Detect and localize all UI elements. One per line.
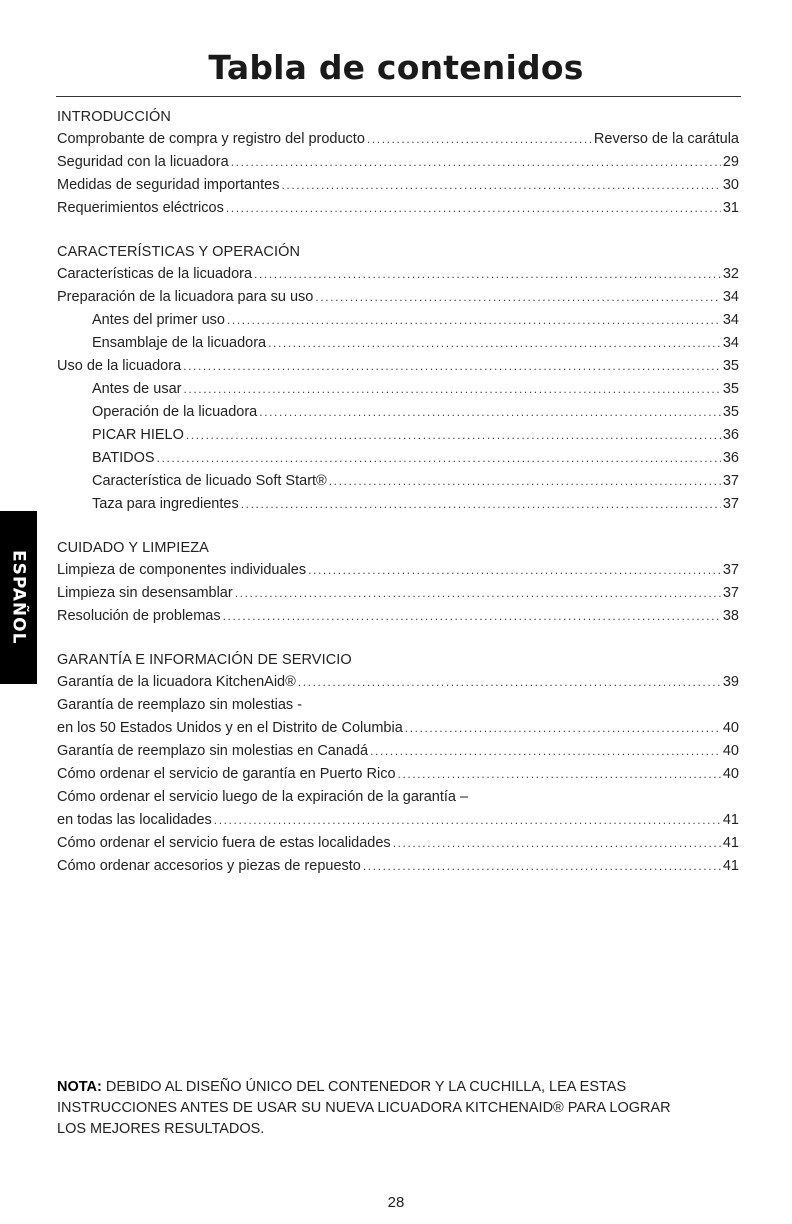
toc-entry-label: en todas las localidades [57, 812, 212, 828]
toc-entry-label: BATIDOS [92, 450, 155, 466]
toc-entry-label: Comprobante de compra y registro del producto [57, 131, 365, 147]
dot-leader [157, 447, 721, 470]
toc-entry[interactable] [57, 197, 739, 220]
dot-leader [308, 559, 721, 582]
table-of-contents [57, 106, 739, 878]
toc-entry-label: Preparación de la licuadora para su uso [57, 289, 314, 305]
dot-leader [259, 401, 721, 424]
language-tab [0, 511, 37, 684]
toc-entry-page: 30 [722, 177, 739, 193]
toc-entry-label: PICAR HIELO [92, 427, 184, 443]
toc-entry[interactable] [57, 694, 739, 740]
toc-entry-label: Seguridad con la licuadora [57, 154, 229, 170]
dot-leader [186, 424, 721, 447]
toc-entry-label: Taza para ingredientes [92, 496, 239, 512]
toc-entry-label: Características de la licuadora [57, 266, 253, 282]
section-heading: INTRODUCCIÓN [57, 109, 171, 125]
title-divider [56, 96, 741, 97]
toc-entry-label: Limpieza de componentes individuales [57, 562, 307, 578]
section-gap [57, 220, 739, 241]
toc-entry-label-line1: Garantía de reemplazo sin molestias - [57, 697, 302, 713]
dot-leader [214, 809, 721, 832]
toc-entry-page: 41 [722, 835, 739, 851]
toc-entry-label: Garantía de reemplazo sin molestias en Canadá [57, 743, 369, 759]
toc-entry-page: 32 [722, 266, 739, 282]
toc-entry-page: 35 [722, 381, 739, 397]
note-label: NOTA: [57, 1079, 102, 1095]
section-heading: CARACTERÍSTICAS Y OPERACIÓN [57, 244, 301, 260]
toc-entry-line2 [57, 717, 739, 740]
dot-leader [298, 671, 721, 694]
toc-entry-page: 35 [722, 358, 739, 374]
dot-leader [281, 174, 720, 197]
toc-entry[interactable] [57, 447, 739, 470]
toc-entry-page: 37 [722, 585, 739, 601]
toc-entry-label: Cómo ordenar el servicio fuera de estas localidades [57, 835, 391, 851]
toc-entry-page: 34 [722, 312, 739, 328]
toc-entry[interactable] [57, 855, 739, 878]
toc-entry[interactable] [57, 559, 739, 582]
toc-entry-label-line1: Cómo ordenar el servicio luego de la expiración de la garantía – [57, 789, 469, 805]
toc-entry[interactable] [57, 605, 739, 628]
toc-entry-page: 36 [722, 450, 739, 466]
dot-leader [329, 470, 721, 493]
section-heading: CUIDADO Y LIMPIEZA [57, 540, 209, 556]
toc-entry-page: 37 [722, 496, 739, 512]
toc-entry-label: Limpieza sin desensamblar [57, 585, 233, 601]
toc-entry-page: 34 [722, 289, 739, 305]
toc-entry-page: 39 [722, 674, 739, 690]
toc-entry[interactable] [57, 128, 739, 151]
toc-entry-page: 31 [722, 200, 739, 216]
toc-entry-label: Antes del primer uso [92, 312, 225, 328]
toc-entry[interactable] [57, 263, 739, 286]
dot-leader [226, 197, 721, 220]
toc-entry-label: Uso de la licuadora [57, 358, 182, 374]
note-text: DEBIDO AL DISEÑO ÚNICO DEL CONTENEDOR Y LA CUCHILLA, LEA ESTAS INSTRUCCIONES ANTES DE USAR SU NUEVA LICUADORA KITCHENAID® PARA LOGRAR LOS MEJORES RESULTADOS. [57, 1079, 671, 1137]
dot-leader [363, 855, 721, 878]
toc-entry-page: 34 [722, 335, 739, 351]
language-tab-label: ESPAÑOL [8, 550, 29, 645]
toc-entry[interactable] [57, 582, 739, 605]
toc-entry-label: Antes de usar [92, 381, 182, 397]
section-gap [57, 628, 739, 649]
dot-leader [398, 763, 721, 786]
toc-entry[interactable] [57, 286, 739, 309]
toc-entry[interactable] [57, 470, 739, 493]
toc-entry-page: 37 [722, 473, 739, 489]
toc-entry[interactable] [57, 378, 739, 401]
dot-leader [223, 605, 721, 628]
toc-entry[interactable] [57, 740, 739, 763]
toc-entry[interactable] [57, 763, 739, 786]
dot-leader [183, 355, 721, 378]
toc-entry-label: Ensamblaje de la licuadora [92, 335, 267, 351]
toc-entry-label: Característica de licuado Soft Start® [92, 473, 327, 489]
dot-leader [227, 309, 721, 332]
toc-entry-label: Requerimientos eléctricos [57, 200, 224, 216]
toc-entry[interactable] [57, 309, 739, 332]
toc-entry[interactable] [57, 401, 739, 424]
toc-entry[interactable] [57, 832, 739, 855]
section-heading: GARANTÍA E INFORMACIÓN DE SERVICIO [57, 652, 352, 668]
toc-entry-page: 35 [722, 404, 739, 420]
toc-entry-page: Reverso de la carátula [593, 131, 739, 147]
section-gap [57, 516, 739, 537]
toc-entry-page: 38 [722, 608, 739, 624]
dot-leader [235, 582, 721, 605]
toc-entry-label: Resolución de problemas [57, 608, 221, 624]
dot-leader [254, 263, 721, 286]
toc-entry-label: Medidas de seguridad importantes [57, 177, 280, 193]
toc-entry[interactable] [57, 355, 739, 378]
toc-entry[interactable] [57, 174, 739, 197]
toc-entry-page: 41 [722, 858, 739, 874]
toc-entry-label: en los 50 Estados Unidos y en el Distrito de Columbia [57, 720, 403, 736]
toc-entry[interactable] [57, 671, 739, 694]
page-number: 28 [387, 1194, 405, 1211]
toc-entry-page: 40 [722, 720, 739, 736]
toc-entry[interactable] [57, 424, 739, 447]
toc-entry[interactable] [57, 493, 739, 516]
dot-leader [367, 128, 592, 151]
dot-leader [370, 740, 721, 763]
dot-leader [231, 151, 721, 174]
toc-entry-page: 37 [722, 562, 739, 578]
dot-leader [241, 493, 721, 516]
toc-entry-label: Cómo ordenar el servicio de garantía en Puerto Rico [57, 766, 396, 782]
toc-entry-page: 36 [722, 427, 739, 443]
toc-entry-page: 29 [722, 154, 739, 170]
toc-entry-label: Operación de la licuadora [92, 404, 258, 420]
note [57, 1077, 697, 1140]
toc-entry-page: 40 [722, 743, 739, 759]
dot-leader [393, 832, 721, 855]
toc-entry-page: 40 [722, 766, 739, 782]
toc-entry[interactable] [57, 332, 739, 355]
page-title: Tabla de contenidos [208, 48, 584, 87]
dot-leader [405, 717, 721, 740]
toc-entry[interactable] [57, 151, 739, 174]
toc-entry-line2 [57, 809, 739, 832]
dot-leader [183, 378, 720, 401]
dot-leader [315, 286, 721, 309]
dot-leader [268, 332, 721, 355]
toc-entry-label: Garantía de la licuadora KitchenAid® [57, 674, 296, 690]
toc-entry[interactable] [57, 786, 739, 832]
toc-entry-label: Cómo ordenar accesorios y piezas de repuesto [57, 858, 361, 874]
toc-entry-page: 41 [722, 812, 739, 828]
